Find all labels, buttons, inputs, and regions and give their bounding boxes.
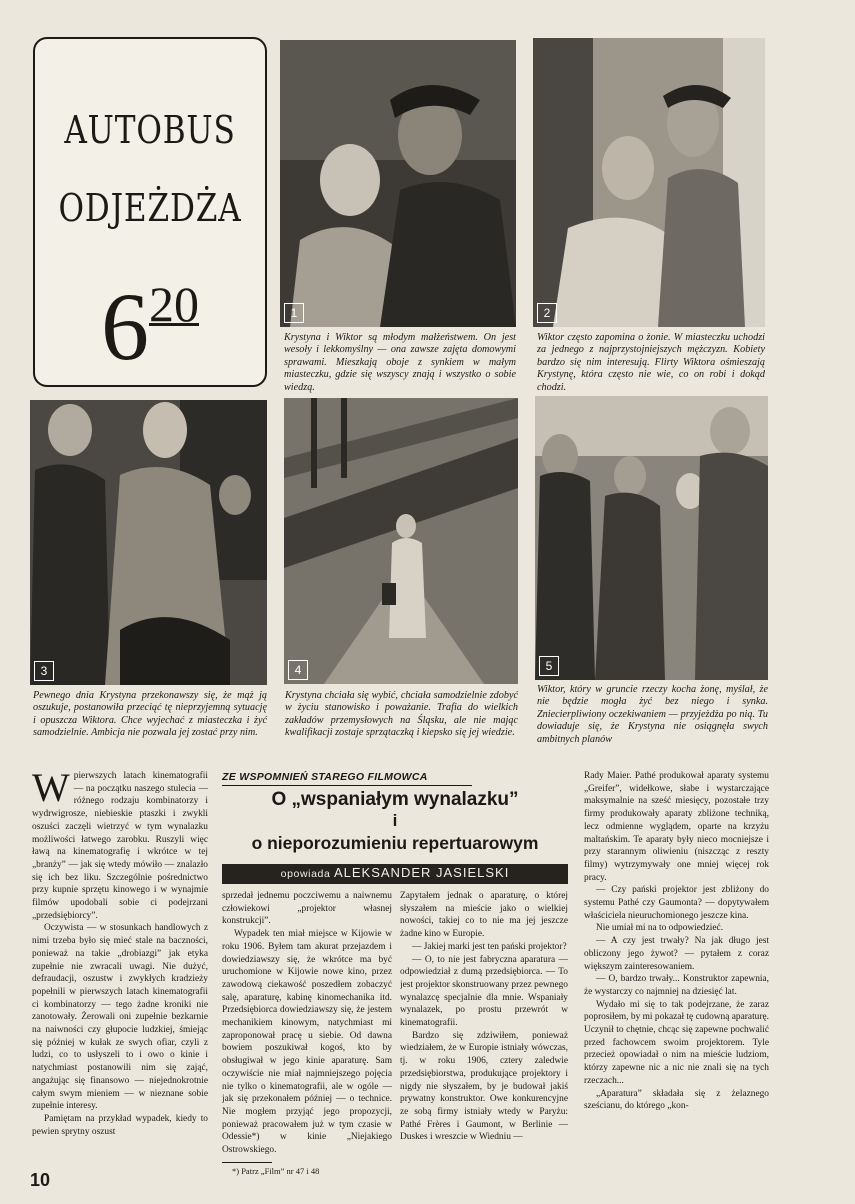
headline-line-2: i: [392, 811, 398, 830]
col2-paragraph-1: Zapytałem jednak o aparaturę, o której słyszałem na mieście jako o wielkiej nowości, takiej co to nie ma jej jeszcze żadne kino w Europie.: [400, 891, 568, 940]
drop-cap: W: [32, 770, 70, 810]
intro-paragraph-3: Pamiętam na przykład wypadek, kiedy to pewien sprytny oszust: [32, 1113, 208, 1137]
page-number: 10: [30, 1170, 51, 1190]
byline-author: ALEKSANDER JASIELSKI: [333, 865, 510, 880]
footnote-rule: [222, 1162, 272, 1163]
col3-paragraph-3: Nie umiał mi na to odpowiedzieć.: [596, 923, 724, 934]
film-still-4-image: [284, 398, 518, 684]
film-still-2-image: [533, 38, 765, 327]
col2-paragraph-2: — Jakiej marki jest ten pański projektor?: [412, 941, 567, 952]
caption-5: Wiktor, który w gruncie rzeczy kocha żonę, myślał, że nie będzie mogła żyć bez niego i synka. Zniecierpliwiony oczekiwaniem — przyjeżdża po nią. Tu dowiaduje się, że Krystyna nie osiągnęła swych ambitnych planów: [537, 684, 768, 745]
time-hour: 6: [101, 273, 149, 380]
col3-paragraph-1: Rady Maier. Pathé produkował aparaty systemu „Greifer”, widełkowe, słabe i wystarczające maksymalnie na sześć miesięcy, pozostałe trzy firmy produkowały aparaty zbliżone techniką, lecz odmienne wyglądem, oparte na krzyżu maltańskim. Te aparaty były nieco mocniejsze i przy starannym oliwieniu (niszcząc z reszty filmy) wytrzymywały one mniej więcej rok pracy.: [584, 771, 769, 883]
article-column-2: [400, 890, 568, 1176]
caption-4: Krystyna chciała się wybić, chciała samodzielnie zdobyć w życiu stanowisko i poważanie. Trafia do wielkich zakładów przemysłowych na Śląsku, ale nie mając kwalifikacji zostaje sprzątaczką i kiepsko się jej wiedzie.: [285, 690, 518, 739]
film-still-3: [30, 400, 267, 685]
film-still-5-image: [535, 396, 768, 680]
photo-number-5: 5: [539, 656, 559, 676]
film-still-4: [284, 398, 518, 684]
film-still-1-image: [280, 40, 516, 327]
col2-paragraph-3: — O, to nie jest fabryczna aparatura — odpowiedział z dumą przedsiębiorca. — To jest projektor skonstruowany przez pewnego wynalazcę specjalnie dla mnie. Wspaniały wynalazek, po prostu przewrót w kinematografii.: [400, 954, 568, 1029]
footnote: *) Patrz „Film” nr 47 i 48: [232, 1166, 320, 1176]
article-intro-column: [32, 770, 208, 1164]
caption-2: Wiktor często zapomina o żonie. W miasteczku uchodzi za jednego z najprzystojniejszych mężczyzn. Kobiety bardzo się nim interesują. Flirty Wiktora ośmieszają Krystynę, która często nie wie, co on robi i dokąd chodzi.: [537, 332, 765, 393]
col2-paragraph-4: Bardzo się zdziwiłem, ponieważ wiedziałem, że w Europie istniały wówczas, tj. w roku 1906, cztery zaledwie przedsiębiorstwa, produkujące projektory i nigdy nie słyszałem, by je budował jakiś prywatny konstruktor. Owe konkurencyjne ze sobą firmy istniały wtedy w Paryżu: Pathé Frères i Gaumont, w Berlinie — Duskes i wreszcie w Wiedniu —: [400, 1030, 568, 1143]
section-kicker: ZE WSPOMNIEŃ STAREGO FILMOWCA: [222, 771, 472, 786]
col3-paragraph-6: Wydało mi się to tak podejrzane, że zaraz poprosiłem, by mi pokazał tę cudowną aparaturę. Uczynił to chętnie, chcąc się zapewne pochwalić przed fachowcem swoim projektorem. Tyle przecież opowiadał o nim na mieście ludziom, którzy zapewne nic a nic nie znali się na tych rzeczach...: [584, 999, 769, 1086]
headline-line-3: o nieporozumieniu repertuarowym: [251, 833, 539, 853]
col1-paragraph-1: sprzedał jednemu poczciwemu a naiwnemu człowiekowi „projektor własnej konstrukcji”.: [222, 891, 392, 927]
title-line-1: AUTOBUS: [64, 108, 236, 152]
byline-prefix: opowiada: [280, 868, 331, 880]
film-still-1: [280, 40, 516, 327]
article-column-1: [222, 890, 392, 1158]
photo-number-4: 4: [288, 660, 308, 680]
film-still-3-image: [30, 400, 267, 685]
col3-paragraph-7: „Aparatura” składała się z żelaznego sześcianu, do którego „kon-: [584, 1088, 769, 1112]
intro-paragraph-1: pierwszych latach kinematografii — na początku naszego stulecia — różnego rodzaju kombinatorzy i wydrwigrosze, niebieskie ptaszki i zwykli oszuści zaczęli wietrzyć w tym wynalazku możliwości łatwego zarobku. Ruszyli więc ławą na kinematografię i wkrótce w tej „branży” — jak się wtedy mówiło — znalazło się ich bez liku. Szczególnie pośrednictwo przy kupnie sprzętu kinowego i w wynajmie filmów upodobali sobie ci podejrzani „przedsiębiorcy”.: [32, 771, 208, 921]
caption-1: Krystyna i Wiktor są młodym małżeństwem. On jest wesoły i lekkomyślny — ona zawsze zajęta domowymi sprawami. Mieszkają oboje z synkiem w małym miasteczku, gdzie się wszyscy znają i wszystko o sobie wiedzą.: [284, 332, 516, 393]
col3-paragraph-2: — Czy pański projektor jest zbliżony do systemu Pathé czy Gaumonta? — dopytywałem właściciela nieuruchomionego jeszcze kina.: [584, 885, 769, 921]
photo-number-2: 2: [537, 303, 557, 323]
headline-line-1: O „wspaniałym wynalazku”: [271, 789, 519, 810]
col1-paragraph-2: Wypadek ten miał miejsce w Kijowie w roku 1906. Byłem tam akurat przejazdem i dowiedziawszy się, że wkrótce ma być uruchomione w Kijowie nowe kino, przez zawodową ciekawość poszedłem zobaczyć salę, aparaturę, kabinę kinomechanika itd. Przedsiębiorca dowiedziawszy się, że jestem mechanikiem kinowym, natychmiast mi zaproponował pracę u siebie. Od dawna bowiem poszukiwał kogoś, kto by obsługiwał w jego kinie aparaturę. Sam oczywiście nie miał najmniejszego pojęcia nie tylko o kinematografii, ale w ogóle — jak się przekonałem później — o technice. Nie mogłem przyjąć jego propozycji, ponieważ pracowałem już w tym czasie w Odessie*) w kinie „Niejakiego Ostrowskiego.: [222, 929, 392, 1156]
caption-3: Pewnego dnia Krystyna przekonawszy się, że mąż ją oszukuje, postanowiła przeciąć tę nieprzyjemną sytuację i opuszcza Wiktora. Chce wyjechać z miasteczka i żyć samodzielnie. Ambicja nie pozwala jej zostać przy nim.: [33, 690, 267, 739]
departure-time: [35, 273, 265, 380]
byline-bar: [222, 864, 568, 884]
col3-paragraph-4: — A czy jest trwały? Na jak długo jest obliczony jego żywot? — pytałem z coraz większym zainteresowaniem.: [584, 936, 769, 972]
film-still-5: [535, 396, 768, 680]
title-line-2: ODJEŻDŻA: [58, 186, 242, 230]
film-still-2: [533, 38, 765, 327]
photo-number-1: 1: [284, 303, 304, 323]
photo-number-3: 3: [34, 661, 54, 681]
intro-paragraph-2: Oczywista — w stosunkach handlowych z nimi trzeba było się mieć stale na baczności, ponieważ na takie „drobiazgi” jak etyka zupełnie nie zwracali uwagi. Nie dużyć, defraudacji, oszustw i zwykłych kradzieży popełnili w pierwszych latach kinematografii ci kombinatorzy — tego żadne kroniki nie zanotowały. Żerowali oni zupełnie bezkarnie na naiwności czy głupocie ludzkiej, śmiejąc się później w kułak ze swych ofiar, czyli z ludzi, co to usłyszeli to i owo o kinie i natychmiast postanowili nim się zająć, angażując się finansowo — niejednokrotnie całym swym mieniem — w nieznane sobie zupełnie interesy.: [32, 923, 208, 1112]
article-column-3: [584, 770, 769, 1176]
col3-paragraph-5: — O, bardzo trwały... Konstruktor zapewnia, że wystarczy co najmniej na dziesięć lat.: [584, 974, 769, 997]
film-title-box: [33, 37, 267, 387]
time-minutes: 20: [149, 276, 199, 332]
